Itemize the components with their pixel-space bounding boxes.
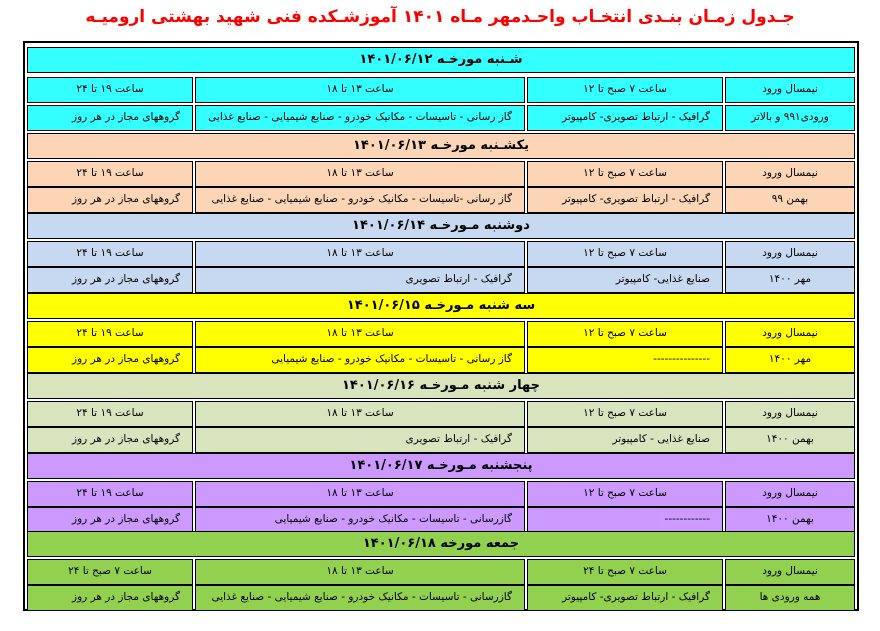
- groups-cell-evening: گروههای مجاز در هر روز: [27, 267, 193, 293]
- day-header: جمعه مورخه ۱۴۰۱/۰۶/۱۸: [27, 531, 855, 557]
- time-cell-morning: ساعت ۷ صبح تا ۲۴: [527, 559, 723, 585]
- entry-value-cell: ورودی۹۹۱ و بالاتر: [725, 105, 855, 131]
- entry-label-cell: نیمسال ورود: [725, 321, 855, 347]
- groups-cell-afternoon: گاز رسانی - تاسیسات - مکانیک خودرو - صنایع شیمیایی - صنایع غذایی: [195, 105, 525, 131]
- time-cell-morning: ساعت ۷ صبح تا ۱۲: [527, 401, 723, 427]
- entry-value-cell: همه ورودی ها: [725, 585, 855, 611]
- time-cell-morning: ساعت ۷ صبح تا ۱۲: [527, 77, 723, 103]
- groups-cell-afternoon: گاز رسانی - تاسیسات - مکانیک خودرو - صنایع شیمیایی: [195, 347, 525, 373]
- entry-label-cell: نیمسال ورود: [725, 161, 855, 187]
- time-cell-morning: ساعت ۷ صبح تا ۱۲: [527, 241, 723, 267]
- time-cell-afternoon: ساعت ۱۳ تا ۱۸: [195, 161, 525, 187]
- entry-label-cell: نیمسال ورود: [725, 241, 855, 267]
- table-row-times: [27, 77, 855, 103]
- time-cell-afternoon: ساعت ۱۳ تا ۱۸: [195, 481, 525, 507]
- entry-label-cell: نیمسال ورود: [725, 401, 855, 427]
- day-header: شـنبه مورخـه ۱۴۰۱/۰۶/۱۲: [27, 47, 855, 73]
- groups-cell-evening: گروههای مجاز در هر روز: [27, 105, 193, 131]
- groups-cell-morning: گرافیک - ارتباط تصویری- کامپیوتر: [527, 585, 723, 611]
- schedule-table: [23, 41, 859, 611]
- time-cell-evening: ساعت ۱۹ تا ۲۴: [27, 161, 193, 187]
- day-header: یکشـنبه مورخـه ۱۴۰۱/۰۶/۱۳: [27, 133, 855, 159]
- table-row-times: [27, 321, 855, 347]
- table-row-groups: [27, 427, 855, 453]
- time-cell-afternoon: ساعت ۱۳ تا ۱۸: [195, 241, 525, 267]
- time-cell-evening: ساعت ۱۹ تا ۲۴: [27, 321, 193, 347]
- entry-value-cell: بهمن ۹۹: [725, 187, 855, 213]
- entry-label-cell: نیمسال ورود: [725, 77, 855, 103]
- table-row-groups: [27, 105, 855, 131]
- entry-label-cell: نیمسال ورود: [725, 481, 855, 507]
- time-cell-afternoon: ساعت ۱۳ تا ۱۸: [195, 321, 525, 347]
- groups-cell-afternoon: گازرسانی - تاسیسات - مکانیک خودرو - صنایع شیمیایی: [195, 507, 525, 533]
- table-row-groups: [27, 585, 855, 611]
- groups-cell-afternoon: گرافیک - ارتباط تصویری: [195, 267, 525, 293]
- table-row-times: [27, 481, 855, 507]
- groups-cell-evening: گروههای مجاز در هر روز: [27, 347, 193, 373]
- groups-cell-morning: گرافیک - ارتباط تصویری- کامپیوتر: [527, 105, 723, 131]
- time-cell-evening: ساعت ۱۹ تا ۲۴: [27, 401, 193, 427]
- table-row-groups: [27, 187, 855, 213]
- groups-cell-afternoon: گاز رسانی -تاسیسات - مکانیک خودرو - صنایع شیمیایی - صنایع غذایی: [195, 187, 525, 213]
- entry-value-cell: مهر ۱۴۰۰: [725, 267, 855, 293]
- table-row-groups: [27, 347, 855, 373]
- groups-cell-morning: صنایع غذایی- کامپیوتر: [527, 267, 723, 293]
- time-cell-morning: ساعت ۷ صبح تا ۱۲: [527, 321, 723, 347]
- table-row-groups: [27, 267, 855, 293]
- day-header: دوشنبه مـورخـه ۱۴۰۱/۰۶/۱۴: [27, 213, 855, 239]
- groups-cell-evening: گروههای مجاز در هر روز: [27, 427, 193, 453]
- time-cell-morning: ساعت ۷ صبح تا ۱۲: [527, 481, 723, 507]
- entry-label-cell: نیمسال ورود: [725, 559, 855, 585]
- day-header: چهار شنبه مـورخـه ۱۴۰۱/۰۶/۱۶: [27, 373, 855, 399]
- groups-cell-evening: گروههای مجاز در هر روز: [27, 187, 193, 213]
- entry-value-cell: بهمن ۱۴۰۰: [725, 427, 855, 453]
- table-row-groups: [27, 507, 855, 533]
- groups-cell-morning: صنایع غذایی - کامپیوتر: [527, 427, 723, 453]
- table-row-times: [27, 401, 855, 427]
- time-cell-evening: ساعت ۱۹ تا ۲۴: [27, 241, 193, 267]
- groups-cell-evening: گروههای مجاز در هر روز: [27, 507, 193, 533]
- time-cell-evening: ساعت ۱۹ تا ۲۴: [27, 481, 193, 507]
- day-header: سه شنبه مـورخـه ۱۴۰۱/۰۶/۱۵: [27, 293, 855, 319]
- groups-cell-morning: ---------------: [527, 347, 723, 373]
- entry-value-cell: مهر ۱۴۰۰: [725, 347, 855, 373]
- time-cell-afternoon: ساعت ۱۳ تا ۱۸: [195, 77, 525, 103]
- groups-cell-afternoon: گرافیک - ارتباط تصویری: [195, 427, 525, 453]
- groups-cell-morning: گرافیک - ارتباط تصویری- کامپیوتر: [527, 187, 723, 213]
- groups-cell-afternoon: گازرسانی - تاسیسات - مکانیک خودرو - صنایع شیمیایی - صنایع غذایی: [195, 585, 525, 611]
- groups-cell-evening: گروههای مجاز در هر روز: [27, 585, 193, 611]
- page-title: جـدول زمـان بنـدی انتخـاب واحـدمهر مـاه ۱۴۰۱ آموزشـکده فنی شهید بهشتی ارومیـه: [85, 7, 795, 27]
- table-row-times: [27, 161, 855, 187]
- time-cell-morning: ساعت ۷ صبح تا ۱۲: [527, 161, 723, 187]
- table-row-times: [27, 559, 855, 585]
- day-header: پنجشنبه مـورخـه ۱۴۰۱/۰۶/۱۷: [27, 453, 855, 479]
- time-cell-evening: ساعت ۱۹ تا ۲۴: [27, 77, 193, 103]
- groups-cell-morning: ------------: [527, 507, 723, 533]
- time-cell-afternoon: ساعت ۱۳ تا ۱۸: [195, 401, 525, 427]
- time-cell-evening: ساعت ۷ صبح تا ۲۴: [27, 559, 193, 585]
- table-row-times: [27, 241, 855, 267]
- time-cell-afternoon: ساعت ۱۳ تا ۱۸: [195, 559, 525, 585]
- entry-value-cell: بهمن ۱۴۰۰: [725, 507, 855, 533]
